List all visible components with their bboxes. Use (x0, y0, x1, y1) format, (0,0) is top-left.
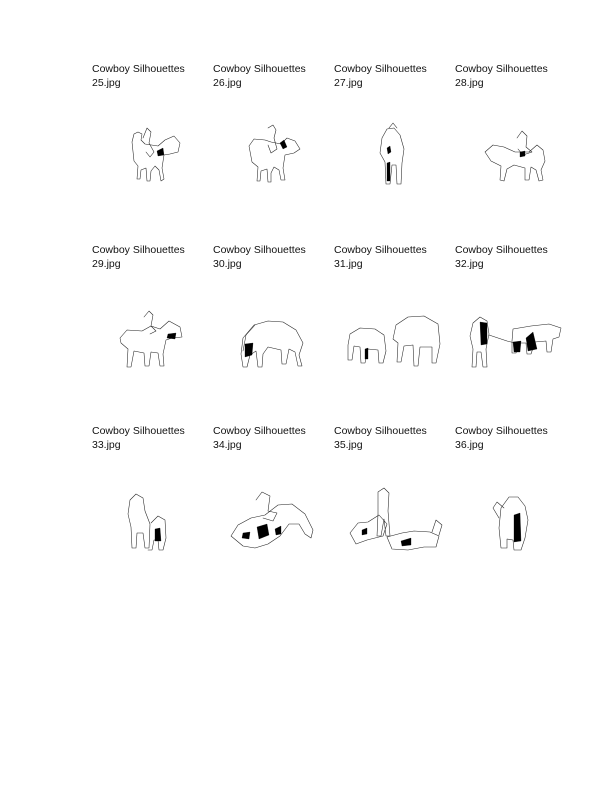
calf-roping-silhouette-icon (344, 480, 444, 566)
thumbnail-caption (213, 62, 333, 90)
thumbnail-title: Cowboy Silhouettes (455, 244, 548, 256)
thumbnail-filename: 28.jpg (455, 77, 484, 89)
image-contact-sheet (92, 62, 572, 582)
thumbnail-caption (92, 424, 212, 452)
thumbnail-filename: 36.jpg (455, 439, 484, 451)
thumbnail-image[interactable] (344, 480, 444, 566)
thumbnail-caption (455, 62, 575, 90)
thumbnail-image[interactable] (223, 299, 323, 385)
thumbnail-card[interactable] (334, 243, 454, 413)
thumbnail-filename: 29.jpg (92, 258, 121, 270)
thumbnail-caption (213, 243, 333, 271)
thumbnail-caption (92, 62, 212, 90)
thumbnail-card[interactable] (455, 424, 575, 594)
thumbnail-card[interactable] (213, 424, 333, 594)
kneeling-cowboy-silhouette-icon (465, 480, 565, 566)
thumbnail-filename: 34.jpg (213, 439, 242, 451)
thumbnail-card[interactable] (334, 62, 454, 232)
thumbnail-card[interactable] (213, 243, 333, 413)
thumbnail-card[interactable] (92, 243, 212, 413)
thumbnail-caption (213, 424, 333, 452)
thumbnail-image[interactable] (223, 480, 323, 566)
thumbnail-filename: 33.jpg (92, 439, 121, 451)
thumbnail-title: Cowboy Silhouettes (334, 63, 427, 75)
thumbnail-card[interactable] (334, 424, 454, 594)
cowboy-leading-horse-silhouette-icon (465, 299, 565, 385)
thumbnail-title: Cowboy Silhouettes (92, 244, 185, 256)
thumbnail-image[interactable] (344, 118, 444, 204)
thumbnail-image[interactable] (102, 118, 202, 204)
two-horses-silhouette-icon (344, 299, 444, 385)
thumbnail-image[interactable] (465, 299, 565, 385)
thumbnail-card[interactable] (92, 424, 212, 594)
horse-rider-silhouette-icon (102, 118, 202, 204)
thumbnail-filename: 27.jpg (334, 77, 363, 89)
thumbnail-title: Cowboy Silhouettes (213, 63, 306, 75)
thumbnail-image[interactable] (344, 299, 444, 385)
thumbnail-filename: 26.jpg (213, 77, 242, 89)
thumbnail-title: Cowboy Silhouettes (455, 425, 548, 437)
thumbnail-caption (92, 243, 212, 271)
thumbnail-image[interactable] (102, 480, 202, 566)
thumbnail-card[interactable] (455, 243, 575, 413)
thumbnail-title: Cowboy Silhouettes (92, 63, 185, 75)
thumbnail-filename: 32.jpg (455, 258, 484, 270)
thumbnail-image[interactable] (102, 299, 202, 385)
thumbnail-filename: 25.jpg (92, 77, 121, 89)
thumbnail-image[interactable] (465, 118, 565, 204)
thumbnail-title: Cowboy Silhouettes (455, 63, 548, 75)
horse-rider-silhouette-icon (465, 118, 565, 204)
thumbnail-caption (455, 424, 575, 452)
thumbnail-image[interactable] (223, 118, 323, 204)
thumbnail-card[interactable] (455, 62, 575, 232)
thumbnail-card[interactable] (213, 62, 333, 232)
thumbnail-title: Cowboy Silhouettes (213, 425, 306, 437)
thumbnail-title: Cowboy Silhouettes (92, 425, 185, 437)
thumbnail-caption (334, 243, 454, 271)
thumbnail-image[interactable] (465, 480, 565, 566)
thumbnail-caption (334, 62, 454, 90)
horse-rider-silhouette-icon (102, 299, 202, 385)
thumbnail-caption (334, 424, 454, 452)
bull-riding-silhouette-icon (223, 480, 323, 566)
thumbnail-title: Cowboy Silhouettes (334, 425, 427, 437)
thumbnail-title: Cowboy Silhouettes (334, 244, 427, 256)
cowboy-and-horse-silhouette-icon (102, 480, 202, 566)
thumbnail-title: Cowboy Silhouettes (213, 244, 306, 256)
thumbnail-caption (455, 243, 575, 271)
thumbnail-filename: 30.jpg (213, 258, 242, 270)
horse-rider-silhouette-icon (223, 118, 323, 204)
thumbnail-card[interactable] (92, 62, 212, 232)
grazing-horse-silhouette-icon (223, 299, 323, 385)
thumbnail-filename: 35.jpg (334, 439, 363, 451)
thumbnail-filename: 31.jpg (334, 258, 363, 270)
horse-rider-silhouette-icon (344, 118, 444, 204)
